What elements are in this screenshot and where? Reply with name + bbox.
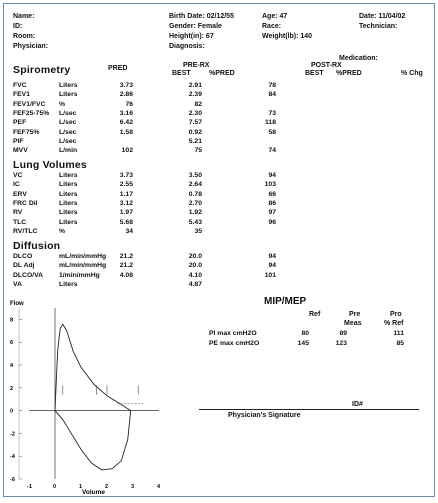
cell-name: DLCO/VA xyxy=(13,271,44,279)
post-rx-header: POST-RX xyxy=(311,62,342,69)
cell-meas: 123 xyxy=(335,340,347,347)
pct-pred-header: %PRED xyxy=(209,70,235,77)
weight: Weight(lb): 140 xyxy=(262,33,313,40)
medication-label: Medication: xyxy=(339,55,378,62)
cell-unit: 1/min/mmHg xyxy=(59,271,100,279)
mip-mep-title: MIP/MEP xyxy=(264,296,307,307)
cell-best: 7.57 xyxy=(188,119,202,127)
cell-pct: 96 xyxy=(268,218,276,226)
cell-pct: 103 xyxy=(264,181,276,189)
cell-pred: 3.16 xyxy=(119,109,133,117)
cell-name: IC xyxy=(13,181,20,189)
cell-best: 5.43 xyxy=(188,218,202,226)
cell-unit: % xyxy=(59,100,66,108)
cell-pct: 84 xyxy=(268,91,276,99)
cell-name: FVC xyxy=(13,82,27,89)
table-row xyxy=(13,82,433,91)
diffusion-heading: Diffusion xyxy=(13,240,61,252)
gender: Gender: Female xyxy=(169,23,222,30)
table-row xyxy=(13,253,433,262)
cell-meas: 89 xyxy=(339,330,347,337)
table-row xyxy=(13,91,433,100)
cell-name: MVV xyxy=(13,147,28,155)
y-tick-label: -4 xyxy=(10,454,15,461)
cell-name: TLC xyxy=(13,218,27,226)
cell-best: 1.92 xyxy=(188,209,202,217)
height: Height(in): 67 xyxy=(169,33,214,40)
cell-pct: 97 xyxy=(268,209,276,217)
pct-chg-header: % Chg xyxy=(401,70,423,77)
cell-unit: L/sec xyxy=(59,137,77,145)
cell-pred: 21.2 xyxy=(119,253,133,260)
cell-pred: 76 xyxy=(125,100,133,108)
cell-name: DL Adj xyxy=(13,262,35,270)
x-tick-label: 0 xyxy=(53,484,57,490)
post-pct-pred-header: %PRED xyxy=(336,70,362,77)
cell-best: 5.21 xyxy=(188,137,202,145)
cell-best: 20.0 xyxy=(188,253,202,260)
cell-unit: Liters xyxy=(59,218,78,226)
table-row xyxy=(13,191,433,200)
table-row xyxy=(209,340,424,349)
pre-rx-header: PRE-RX xyxy=(183,62,210,69)
signature-id-label: ID# xyxy=(352,401,363,408)
cell-pred: 34 xyxy=(125,227,133,235)
mip-meas-header: Meas xyxy=(344,320,362,327)
cell-unit: Liters xyxy=(59,209,78,217)
cell-pct: 58 xyxy=(268,128,276,136)
id-label: ID: xyxy=(13,23,23,30)
x-tick-label: 4 xyxy=(157,484,161,490)
table-row xyxy=(209,330,424,339)
cell-pred: 2.86 xyxy=(119,91,133,99)
cell-best: 2.91 xyxy=(188,82,202,89)
cell-name: FEF75% xyxy=(13,128,40,136)
flow-volume-chart xyxy=(4,296,174,496)
cell-best: 2.70 xyxy=(188,199,202,207)
cell-best: 20.0 xyxy=(188,262,202,270)
table-row xyxy=(13,272,433,281)
cell-unit: Liters xyxy=(59,190,78,198)
cell-best: 0.78 xyxy=(188,190,202,198)
x-axis-label: Volume xyxy=(82,489,105,496)
diagnosis: Diagnosis: xyxy=(169,43,205,50)
cell-pct: 111 xyxy=(393,330,404,337)
cell-unit: mL/min/mmHg xyxy=(59,262,107,270)
table-row xyxy=(13,219,433,228)
cell-name: DLCO xyxy=(13,253,33,260)
table-row xyxy=(13,200,433,209)
cell-best: 75 xyxy=(194,147,202,155)
cell-best: 3.50 xyxy=(188,172,202,179)
mip-pre-header: Pre xyxy=(349,311,361,318)
y-axis-label: Flow xyxy=(10,301,24,307)
signature-line xyxy=(199,409,419,410)
mip-ref-header: Ref xyxy=(309,311,321,318)
cell-name: RV/TLC xyxy=(13,227,38,235)
y-tick-label: 8 xyxy=(10,317,14,324)
post-best-header: BEST xyxy=(305,70,324,77)
cell-name: VC xyxy=(13,172,23,179)
cell-ref: 80 xyxy=(301,330,309,337)
table-row xyxy=(13,181,433,190)
cell-pred: 1.97 xyxy=(119,209,133,217)
table-row xyxy=(13,129,433,138)
cell-pred: 6.42 xyxy=(119,119,133,127)
cell-pct: 94 xyxy=(268,172,276,179)
cell-pred: 3.73 xyxy=(119,172,133,179)
cell-pct: 85 xyxy=(396,340,404,347)
cell-pred: 5.68 xyxy=(119,218,133,226)
y-tick-label: 6 xyxy=(10,340,14,347)
cell-pct: 86 xyxy=(268,199,276,207)
technician: Technician: xyxy=(359,23,398,30)
x-tick-label: -1 xyxy=(27,484,32,490)
table-row xyxy=(13,172,433,181)
y-tick-label: -2 xyxy=(10,431,15,438)
age: Age: 47 xyxy=(262,13,288,20)
cell-pct: 101 xyxy=(264,271,276,279)
table-row xyxy=(13,228,433,237)
table-row xyxy=(13,119,433,128)
flow-volume-loop-expiratory xyxy=(55,324,131,410)
cell-pred: 21.2 xyxy=(119,262,133,270)
cell-name: VA xyxy=(13,280,22,288)
room-label: Room: xyxy=(13,33,36,40)
cell-pct: 74 xyxy=(268,147,276,155)
cell-unit: L/sec xyxy=(59,119,77,127)
mip-pct-ref-header: % Ref xyxy=(384,320,404,327)
flow-volume-loop-inspiratory xyxy=(55,411,131,470)
physician-label: Physician: xyxy=(13,43,49,50)
cell-name: FEV1 xyxy=(13,91,30,99)
table-row xyxy=(13,110,433,119)
table-row xyxy=(13,262,433,271)
cell-name: PEF xyxy=(13,119,27,127)
lung-volumes-heading: Lung Volumes xyxy=(13,159,87,171)
race: Race: xyxy=(262,23,282,30)
cell-pct: 94 xyxy=(268,262,276,270)
table-row xyxy=(13,138,433,147)
cell-name: PIF xyxy=(13,137,24,145)
cell-pred: 2.55 xyxy=(119,181,133,189)
cell-unit: Liters xyxy=(59,181,78,189)
cell-best: 35 xyxy=(194,227,202,235)
cell-name: FEF25-75% xyxy=(13,109,50,117)
cell-name: FEV1/FVC xyxy=(13,100,46,108)
cell-unit: Liters xyxy=(59,82,78,89)
report-page xyxy=(3,3,435,497)
cell-unit: Liters xyxy=(59,91,78,99)
table-row xyxy=(13,147,433,156)
cell-pred: 1.58 xyxy=(119,128,133,136)
cell-name: PI max cmH2O xyxy=(209,330,257,337)
mip-pro-header: Pro xyxy=(390,311,402,318)
signature-label: Physician's Signature xyxy=(228,412,301,419)
spirometry-heading: Spirometry xyxy=(13,64,71,76)
cell-pct: 73 xyxy=(268,109,276,117)
y-tick-label: -6 xyxy=(10,477,15,483)
cell-best: 0.92 xyxy=(188,128,202,136)
cell-best: 2.64 xyxy=(188,181,202,189)
best-header: BEST xyxy=(172,70,191,77)
cell-best: 2.30 xyxy=(188,109,202,117)
cell-unit: Liters xyxy=(59,199,78,207)
y-tick-label: 2 xyxy=(10,385,14,392)
birth-date: Birth Date: 02/12/55 xyxy=(169,13,234,20)
y-tick-label: 0 xyxy=(10,408,14,415)
name-label: Name: xyxy=(13,13,35,20)
cell-unit: mL/min/mmHg xyxy=(59,253,107,260)
cell-best: 4.10 xyxy=(188,271,202,279)
cell-unit: % xyxy=(59,227,66,235)
cell-unit: L/sec xyxy=(59,128,77,136)
cell-name: PE max cmH2O xyxy=(209,340,260,347)
cell-pct: 66 xyxy=(268,190,276,198)
x-tick-label: 2 xyxy=(105,484,109,490)
cell-unit: Liters xyxy=(59,280,78,288)
cell-unit: L/sec xyxy=(59,109,77,117)
table-row xyxy=(13,101,433,110)
cell-name: RV xyxy=(13,209,23,217)
report-date: Date: 11/04/02 xyxy=(359,13,406,20)
cell-pct: 94 xyxy=(268,253,276,260)
cell-best: 4.87 xyxy=(188,280,202,288)
cell-pred: 3.73 xyxy=(119,82,133,89)
cell-ref: 145 xyxy=(297,340,309,347)
x-tick-label: 3 xyxy=(131,484,135,490)
pred-header: PRED xyxy=(108,65,128,72)
y-tick-label: 4 xyxy=(10,363,14,369)
cell-pred: 4.08 xyxy=(119,271,133,279)
cell-name: ERV xyxy=(13,190,27,198)
cell-pct: 118 xyxy=(265,119,276,127)
table-row xyxy=(13,209,433,218)
cell-unit: Liters xyxy=(59,172,78,179)
cell-pred: 1.17 xyxy=(119,190,133,198)
cell-best: 2.39 xyxy=(188,91,202,99)
table-row xyxy=(13,281,433,290)
cell-name: FRC Dil xyxy=(13,199,38,207)
cell-best: 82 xyxy=(194,100,202,108)
cell-pred: 102 xyxy=(121,147,133,155)
cell-unit: L/min xyxy=(59,147,78,155)
cell-pred: 3.12 xyxy=(119,199,133,207)
cell-pct: 78 xyxy=(268,82,276,89)
x-tick-label: 1 xyxy=(79,484,83,490)
